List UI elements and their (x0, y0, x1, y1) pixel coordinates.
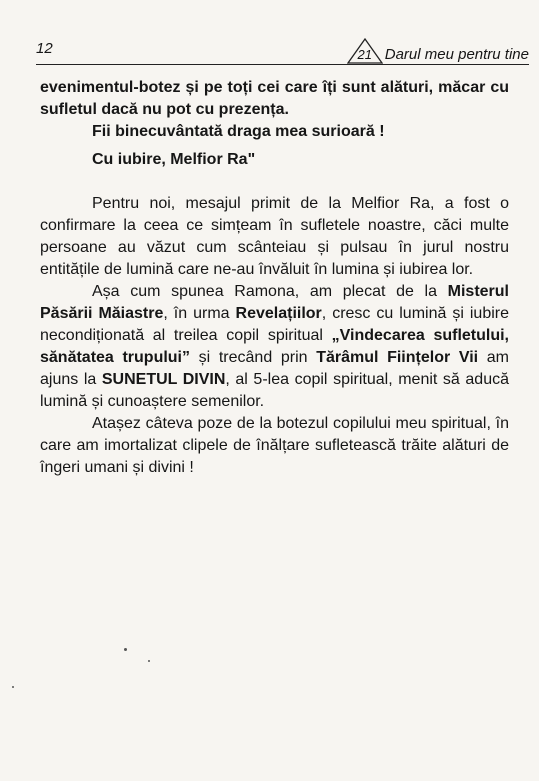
book-title: Darul meu pentru tine (384, 46, 529, 63)
paragraph-3: Atașez câteva poze de la botezul copilului meu spiritual, în care am imortalizat clipele de înălțare sufletească trăite alături de îngeri umani și divini ! (40, 415, 509, 476)
page-number: 12 (36, 40, 53, 57)
bold-title-taramul: Tărâmul Ființelor Vii (316, 349, 479, 366)
paragraph-1: Pentru noi, mesajul primit de la Melfior Ra, a fost o confirmare la ceea ce simțeam în sufletele noastre, căci multe persoane au văzut cum scânteiau și pulsau în jurul nostru entitățile de lumină care ne-au învăluit în lumina și iubirea lor. (40, 195, 509, 278)
page-header (36, 38, 529, 64)
bold-title-revelatiilor: Revelațiilor (235, 305, 322, 322)
bold-title-sunetul-divin: SUNETUL DIVIN (101, 371, 226, 388)
print-speck (148, 660, 150, 662)
letter-signature: Cu iubire, Melfior Ra" (92, 151, 256, 168)
bold-title-misterul: Misterul Păsării Măiastre (40, 283, 509, 322)
letter-text (40, 77, 509, 121)
paragraph-gap (40, 171, 509, 193)
print-speck (124, 648, 127, 651)
letter-blessing: Fii binecuvântată draga mea surioară ! (92, 123, 385, 140)
letter-line-1: evenimentul-botez și pe toți cei care îți sunt alături, (40, 79, 434, 96)
page-body (40, 77, 509, 479)
bold-title-vindecarea: „Vindecarea sufletului, sănătatea trupului” (40, 327, 510, 366)
paragraph-2 (40, 281, 509, 413)
paragraph-2-text: , în urma (163, 305, 236, 322)
paragraph-2-text: , cresc cu lumină și iubire necondiționată al treilea copil spiritual (40, 305, 509, 344)
header-divider (36, 64, 529, 65)
header-title-group (347, 38, 529, 64)
letter-line-2: măcar cu sufletul dacă nu pot cu prezența. (40, 79, 510, 118)
logo-number: 21 (357, 47, 372, 62)
print-speck (12, 686, 14, 688)
paragraph-2-text: și trecând prin (190, 349, 317, 366)
paragraph-2-text: am ajuns la (40, 349, 509, 388)
paragraph-2-text: , al 5-lea copil spiritual, menit să aducă lumină și cunoaștere semenilor. (40, 371, 509, 410)
triangle-logo-icon (347, 38, 383, 64)
paragraph-2-text: Așa cum spunea Ramona, am plecat de la (92, 283, 448, 300)
